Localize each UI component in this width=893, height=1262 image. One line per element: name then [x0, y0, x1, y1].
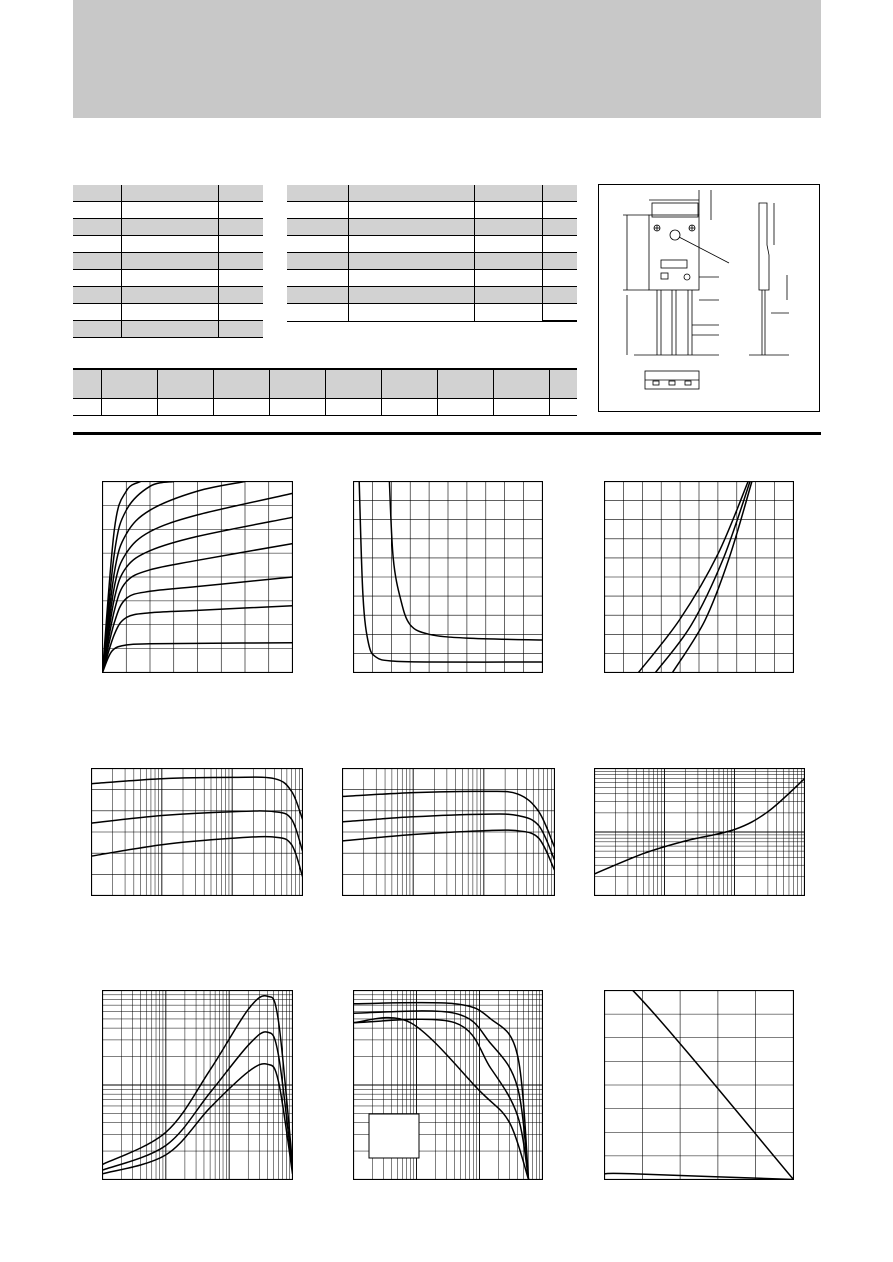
section-divider — [73, 432, 821, 435]
curve-2 — [389, 482, 542, 641]
curve-3 — [103, 1064, 293, 1174]
graph-grid — [353, 481, 543, 673]
spec-strip-table — [73, 368, 577, 416]
curve-1 — [359, 482, 542, 663]
graph-3 — [604, 481, 794, 673]
ratings-table — [73, 185, 263, 338]
graph-4 — [91, 768, 303, 896]
graph-7 — [102, 990, 293, 1180]
curve-2 — [103, 1032, 293, 1170]
package-outline-drawing — [599, 185, 819, 411]
graph-8 — [353, 990, 543, 1180]
curve-2 — [92, 811, 303, 851]
graph-5 — [342, 768, 555, 896]
graph-grid — [102, 990, 293, 1180]
graph-9 — [604, 990, 794, 1180]
package-body-side — [759, 203, 769, 290]
curve-2 — [605, 1173, 794, 1179]
package-outline — [598, 184, 820, 412]
curve-1 — [595, 779, 805, 874]
curve-3 — [92, 837, 303, 877]
graph-grid — [594, 768, 805, 896]
graph-2 — [353, 481, 543, 673]
curve-1 — [103, 996, 293, 1165]
package-body-front — [649, 215, 699, 290]
graph-grid — [604, 481, 794, 673]
graph-1 — [102, 481, 293, 673]
characteristics-table — [287, 185, 577, 322]
header-band — [73, 0, 821, 118]
graph-grid — [91, 768, 303, 896]
mounting-hole — [670, 230, 680, 240]
curve-3 — [343, 830, 555, 870]
legend-box — [369, 1114, 419, 1158]
graph-6 — [594, 768, 805, 896]
graph-grid — [604, 990, 794, 1180]
